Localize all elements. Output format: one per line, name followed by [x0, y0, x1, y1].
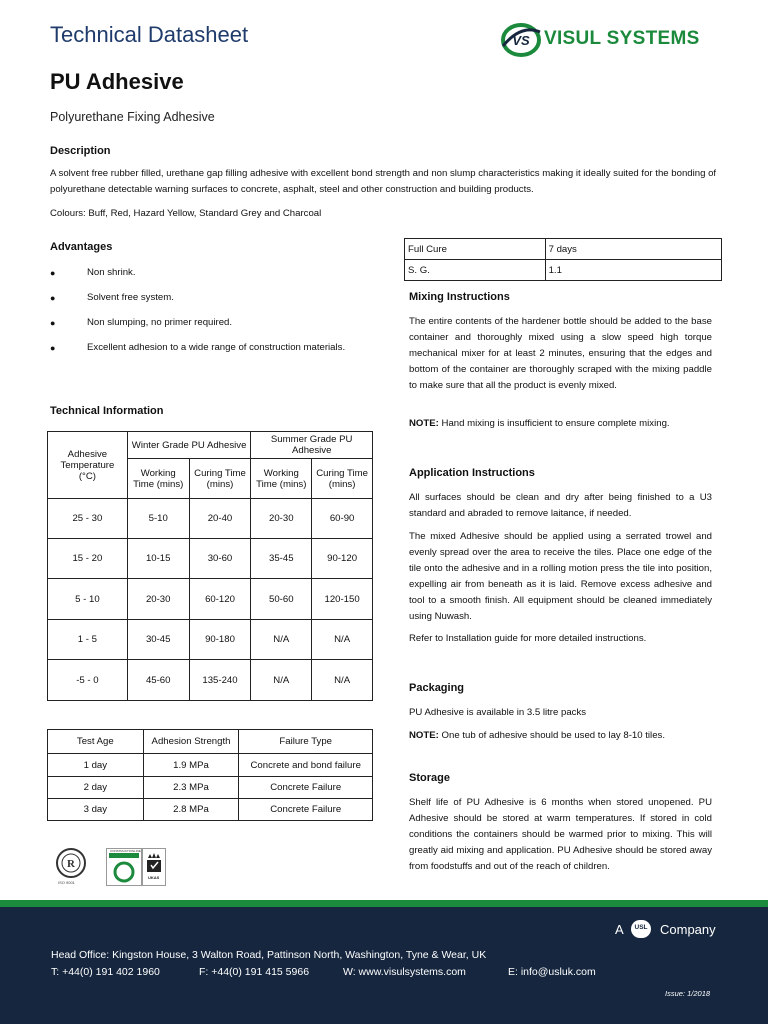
storage-heading: Storage [409, 772, 450, 784]
table-row [48, 620, 373, 660]
mixing-heading: Mixing Instructions [409, 291, 510, 303]
technical-information-heading: Technical Information [50, 405, 164, 417]
note-label: NOTE: [409, 418, 439, 429]
ukas-logo [142, 848, 166, 886]
logo-monogram: VS [512, 33, 530, 48]
email-link[interactable]: E: info@usluk.com [508, 966, 596, 978]
mixing-text: The entire contents of the hardener bottle should be added to the base container and thoroughly mixed using a slow speed high torque mechanical mixer for at least 2 minutes, ensuring that the edges and bottom of the container are thoroughly scraped with the mixing paddle to make sure that all the product is evenly mixed. [409, 316, 712, 391]
iso-certification-logo [52, 846, 90, 886]
usl-badge-icon [630, 919, 652, 939]
packaging-text: PU Adhesive is available in 3.5 litre packs [409, 707, 587, 718]
constructionline-logo [106, 848, 142, 886]
table-cell: 2.3 MPa [143, 777, 239, 799]
ukas-crown-icon [142, 848, 166, 886]
advantage-text: Solvent free system. [87, 292, 174, 303]
table-cell: 15 - 20 [48, 539, 128, 579]
curing-time-header: Curing Time (mins) [312, 459, 373, 499]
advantage-text: Non slumping, no primer required. [87, 317, 233, 328]
table-cell: 60-90 [312, 499, 373, 539]
table-cell: 30-45 [127, 620, 189, 660]
bullet-icon: ● [50, 293, 56, 303]
table-cell: 3 day [48, 799, 144, 821]
company-prefix: A [615, 922, 624, 937]
fax: F: +44(0) 191 415 5966 [199, 966, 310, 978]
table-cell: Full Cure [405, 239, 546, 260]
table-cell: 20-30 [251, 499, 312, 539]
advantage-item [50, 290, 367, 306]
table-cell: N/A [312, 660, 373, 701]
table-cell: 20-40 [189, 499, 251, 539]
note-text: One tub of adhesive should be used to lay 8-10 tiles. [438, 730, 665, 741]
product-subtitle: Polyurethane Fixing Adhesive [50, 110, 215, 124]
visul-systems-logo [500, 20, 722, 60]
table-cell: N/A [312, 620, 373, 660]
website-link[interactable]: W: www.visulsystems.com [343, 966, 466, 978]
technical-information-table [47, 431, 373, 701]
working-time-header: Working Time (mins) [251, 459, 312, 499]
packaging-note [409, 728, 719, 744]
table-cell: -5 - 0 [48, 660, 128, 701]
description-heading: Description [50, 145, 111, 157]
advantage-text: Non shrink. [87, 267, 136, 278]
advantage-item [50, 340, 367, 356]
table-cell: N/A [251, 660, 312, 701]
footer-accent-bar [0, 900, 768, 907]
temperature-header: Adhesive Temperature (°C) [48, 432, 128, 499]
table-cell: 1 - 5 [48, 620, 128, 660]
table-cell: 1.9 MPa [143, 754, 239, 777]
advantage-text: Excellent adhesion to a wide range of construction materials. [87, 342, 346, 353]
mixing-note [409, 416, 719, 432]
table-row [48, 754, 373, 777]
table-cell: 135-240 [189, 660, 251, 701]
application-heading: Application Instructions [409, 467, 535, 479]
table-cell: 20-30 [127, 579, 189, 620]
table-cell: 5 - 10 [48, 579, 128, 620]
working-time-header: Working Time (mins) [127, 459, 189, 499]
table-cell: Concrete and bond failure [239, 754, 373, 777]
table-cell: N/A [251, 620, 312, 660]
bullet-icon: ● [50, 268, 56, 278]
table-cell: 90-180 [189, 620, 251, 660]
summer-grade-header: Summer Grade PU Adhesive [251, 432, 373, 459]
advantages-list [50, 265, 367, 356]
advantages-heading: Advantages [50, 241, 113, 253]
note-label: NOTE: [409, 730, 439, 741]
table-cell: 2.8 MPa [143, 799, 239, 821]
table-cell: 60-120 [189, 579, 251, 620]
table-cell: 5-10 [127, 499, 189, 539]
table-cell: 35-45 [251, 539, 312, 579]
table-cell: S. G. [405, 260, 546, 281]
table-row [48, 660, 373, 701]
document-title: Technical Datasheet [50, 22, 249, 47]
failure-type-header: Failure Type [239, 730, 373, 754]
application-text-1: All surfaces should be clean and dry after being finished to a U3 standard and abraded to remove laitance, if needed. [409, 492, 712, 519]
bullet-icon: ● [50, 343, 56, 353]
winter-grade-header: Winter Grade PU Adhesive [127, 432, 251, 459]
page-footer [0, 900, 768, 1024]
constructionline-label: CONSTRUCTIONLINE [110, 849, 141, 853]
table-cell: 10-15 [127, 539, 189, 579]
properties-table [404, 238, 722, 281]
advantage-item [50, 265, 367, 281]
logo-swoosh-icon [500, 20, 542, 60]
table-cell: 90-120 [312, 539, 373, 579]
company-suffix: Company [660, 922, 716, 937]
table-row [48, 799, 373, 821]
table-row [48, 539, 373, 579]
table-row [48, 579, 373, 620]
constructionline-badge-icon [106, 848, 142, 886]
table-cell: 120-150 [312, 579, 373, 620]
head-office-address: Head Office: Kingston House, 3 Walton Road, Pattinson North, Washington, Tyne & Wear, UK [51, 949, 487, 961]
colours-text: Colours: Buff, Red, Hazard Yellow, Standard Grey and Charcoal [50, 208, 322, 219]
application-text-2: The mixed Adhesive should be applied using a serrated trowel and evenly spread over the area to receive the tiles. Place one edge of the tile onto the adhesive and in a rolling motion press the tile into position, expelling air from beneath as it is laid. Remove excess adhesive and tool to a smooth finish. All equipment should be cleaned immediately using Nuwash. [409, 531, 712, 622]
description-text: A solvent free rubber filled, urethane gap filling adhesive with excellent bond strength and non slump characteristics making it ideally suited for the bonding of polyurethane detectable warning surfaces to concrete, asphalt, steel and other construction and building products. [50, 168, 717, 195]
table-cell: Concrete Failure [239, 799, 373, 821]
table-row [405, 239, 722, 260]
ukas-label: UKAS [148, 875, 160, 880]
logo-text: VISUL SYSTEMS [544, 28, 700, 49]
curing-time-header: Curing Time (mins) [189, 459, 251, 499]
note-text: Hand mixing is insufficient to ensure complete mixing. [438, 418, 670, 429]
storage-text: Shelf life of PU Adhesive is 6 months when stored unopened. PU Adhesive should be stored at warm temperatures. If stored in cold conditions the containers should be warmed prior to mixing. This will greatly aid mixing and application. PU Adhesive should be stored away from foodstuffs and out of the reach of children. [409, 797, 712, 872]
table-cell: 1.1 [545, 260, 721, 281]
packaging-heading: Packaging [409, 682, 465, 694]
iso-label: ISO 9001 [58, 880, 75, 885]
table-cell: 25 - 30 [48, 499, 128, 539]
svg-text:R: R [67, 858, 75, 870]
telephone: T: +44(0) 191 402 1960 [51, 966, 160, 978]
table-cell: 1 day [48, 754, 144, 777]
table-cell: 7 days [545, 239, 721, 260]
table-cell: Concrete Failure [239, 777, 373, 799]
adhesion-table [47, 729, 373, 821]
product-name: PU Adhesive [50, 69, 184, 94]
usl-badge-text: USL [634, 924, 648, 931]
table-cell: 45-60 [127, 660, 189, 701]
table-cell: 30-60 [189, 539, 251, 579]
table-row [405, 260, 722, 281]
issue-number: Issue: 1/2018 [665, 989, 711, 998]
table-row [48, 499, 373, 539]
table-row [48, 777, 373, 799]
bullet-icon: ● [50, 318, 56, 328]
adhesion-strength-header: Adhesion Strength [143, 730, 239, 754]
application-text-3: Refer to Installation guide for more detailed instructions. [409, 633, 647, 644]
advantage-item [50, 315, 367, 331]
table-cell: 2 day [48, 777, 144, 799]
table-cell: 50-60 [251, 579, 312, 620]
test-age-header: Test Age [48, 730, 144, 754]
